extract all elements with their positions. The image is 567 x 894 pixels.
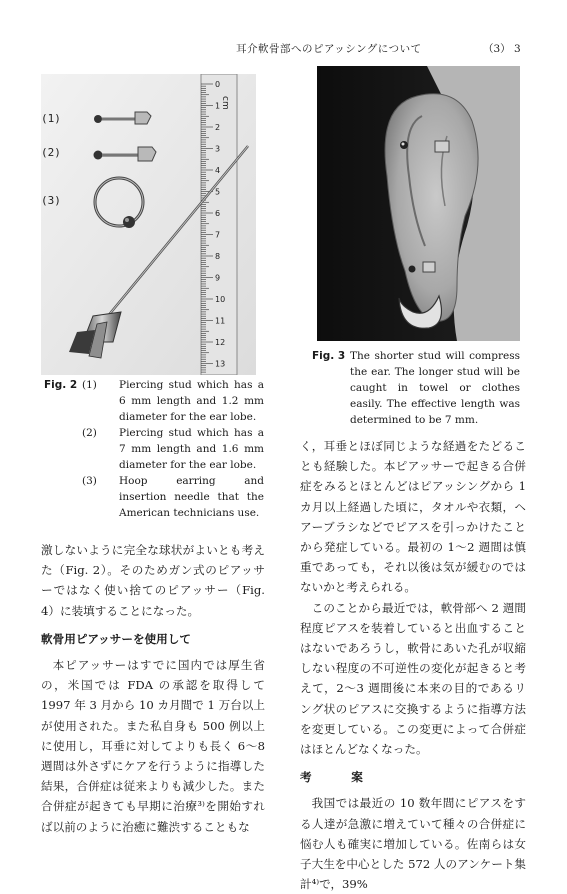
right-column xyxy=(300,436,526,894)
ruler-number: 7 xyxy=(215,230,221,240)
caption-item-number: (2) xyxy=(82,427,97,439)
ruler-number: 2 xyxy=(215,123,221,132)
caption-item-number: (1) xyxy=(82,379,97,391)
fig2-label-1: (1) xyxy=(41,112,61,125)
ruler-number: 8 xyxy=(215,252,221,261)
ruler-number: 9 xyxy=(215,273,221,283)
figure-3-photo xyxy=(317,66,520,341)
ruler xyxy=(201,74,237,375)
ruler-number: 12 xyxy=(215,338,226,347)
caption-item-text: Piercing stud which has a 6 mm length and 1.2 mm diameter for the ear lobe. xyxy=(119,379,264,423)
ruler-number: 4 xyxy=(215,166,221,175)
ruler-number: 6 xyxy=(215,209,221,218)
figure-2-caption xyxy=(44,377,264,521)
running-title: 耳介軟骨部へのピアッシングについて xyxy=(236,43,422,55)
ruler-number: 10 xyxy=(215,295,226,304)
caption-item-number: (3) xyxy=(82,475,97,487)
body-paragraph: く，耳垂とほぼ同じような経過をたどることも経験した。本ピアッサーで起きる合併症をみるとほとんどはピアッシングから 1 カ月以上経過した頃に，タオルや衣類，ヘアーブラシなどでピアスを引っかけたことから発症している。最初の 1～2 週間は慎重であっても，それ以後は気が緩むのではないかと考えられる。 xyxy=(300,439,526,595)
figure-3-illustration xyxy=(317,66,520,341)
body-paragraph: 我国では最近の 10 数年間にピアスをする人達が急激に増えていて種々の合併症に悩む人も確実に増加している。佐南らは女子大生を中心とした 572 人のアンケート集計⁴⁾で，39% xyxy=(300,796,526,892)
figure-3-caption xyxy=(312,348,520,428)
figure-2-photo xyxy=(41,74,256,375)
fig2-label-2: (2) xyxy=(41,146,61,159)
caption-item-text: Piercing stud which has a 7 mm length and 1.6 mm diameter for the ear lobe. xyxy=(119,427,264,471)
figure-3-caption-text: The shorter stud will compress the ear. The longer stud will be caught in towel or clothes easily. The effective length was determined to be 7 mm. xyxy=(350,350,520,426)
ruler-number: 0 xyxy=(215,80,221,89)
section-heading: 軟骨用ピアッサーを使用して xyxy=(41,631,191,646)
figure-2-caption-item xyxy=(44,473,264,521)
body-paragraph: 激しないように完全な球状がよいとも考えた（Fig. 2）。そのためガン式のピアッサーではなく使い捨てのピアッサー（Fig. 4）に装填することになった。 xyxy=(41,543,265,618)
body-paragraph: 本ピアッサーはすでに国内では厚生省の，米国では FDA の承認を取得して 1997 年 3 月から 10 カ月間で 1 万台以上が使用された。また私自身も 500 例以上に使用し，耳垂に対してよりも長く 6～8 週間は外さずにケアを行うように指導した結果，合併症は従来よりも減少した。また合併症が起きても早期に治療³⁾を開始すれば以前のように治癒に難渋することもな xyxy=(41,658,265,834)
figure-3-caption-label: Fig. 3 xyxy=(312,350,346,362)
ruler-number: 3 xyxy=(215,144,221,154)
figure-2-caption-label: Fig. 2 xyxy=(44,379,78,391)
caption-item-text: Hoop earring and insertion needle that the American technicians use. xyxy=(119,475,264,519)
body-paragraph: このことから最近では，軟骨部へ 2 週間程度ピアスを装着していると出血することはないであろうし，軟骨にあいた孔が収縮しない程度の不可逆性の変化が起きると考えて，2～3 週間後に本来の目的であるリング状のピアスに交換するように指導方法を変更している。この変更によって合併症はほとんどなくなった。 xyxy=(300,600,526,757)
ruler-number: 1 xyxy=(215,101,221,111)
ruler-number: 11 xyxy=(215,316,226,326)
section-heading: 考 案 xyxy=(300,770,377,785)
ruler-number: 13 xyxy=(215,359,226,369)
figure-2-caption-item xyxy=(44,377,264,425)
page-number: （3） 3 xyxy=(483,43,521,55)
figure-2-caption-item xyxy=(44,425,264,473)
running-head xyxy=(0,41,567,55)
fig2-label-3: (3) xyxy=(41,194,61,207)
ruler-unit: cm xyxy=(220,96,230,110)
left-column xyxy=(41,540,265,837)
ruler-number: 5 xyxy=(215,187,221,197)
figure-2-illustration xyxy=(41,74,256,375)
